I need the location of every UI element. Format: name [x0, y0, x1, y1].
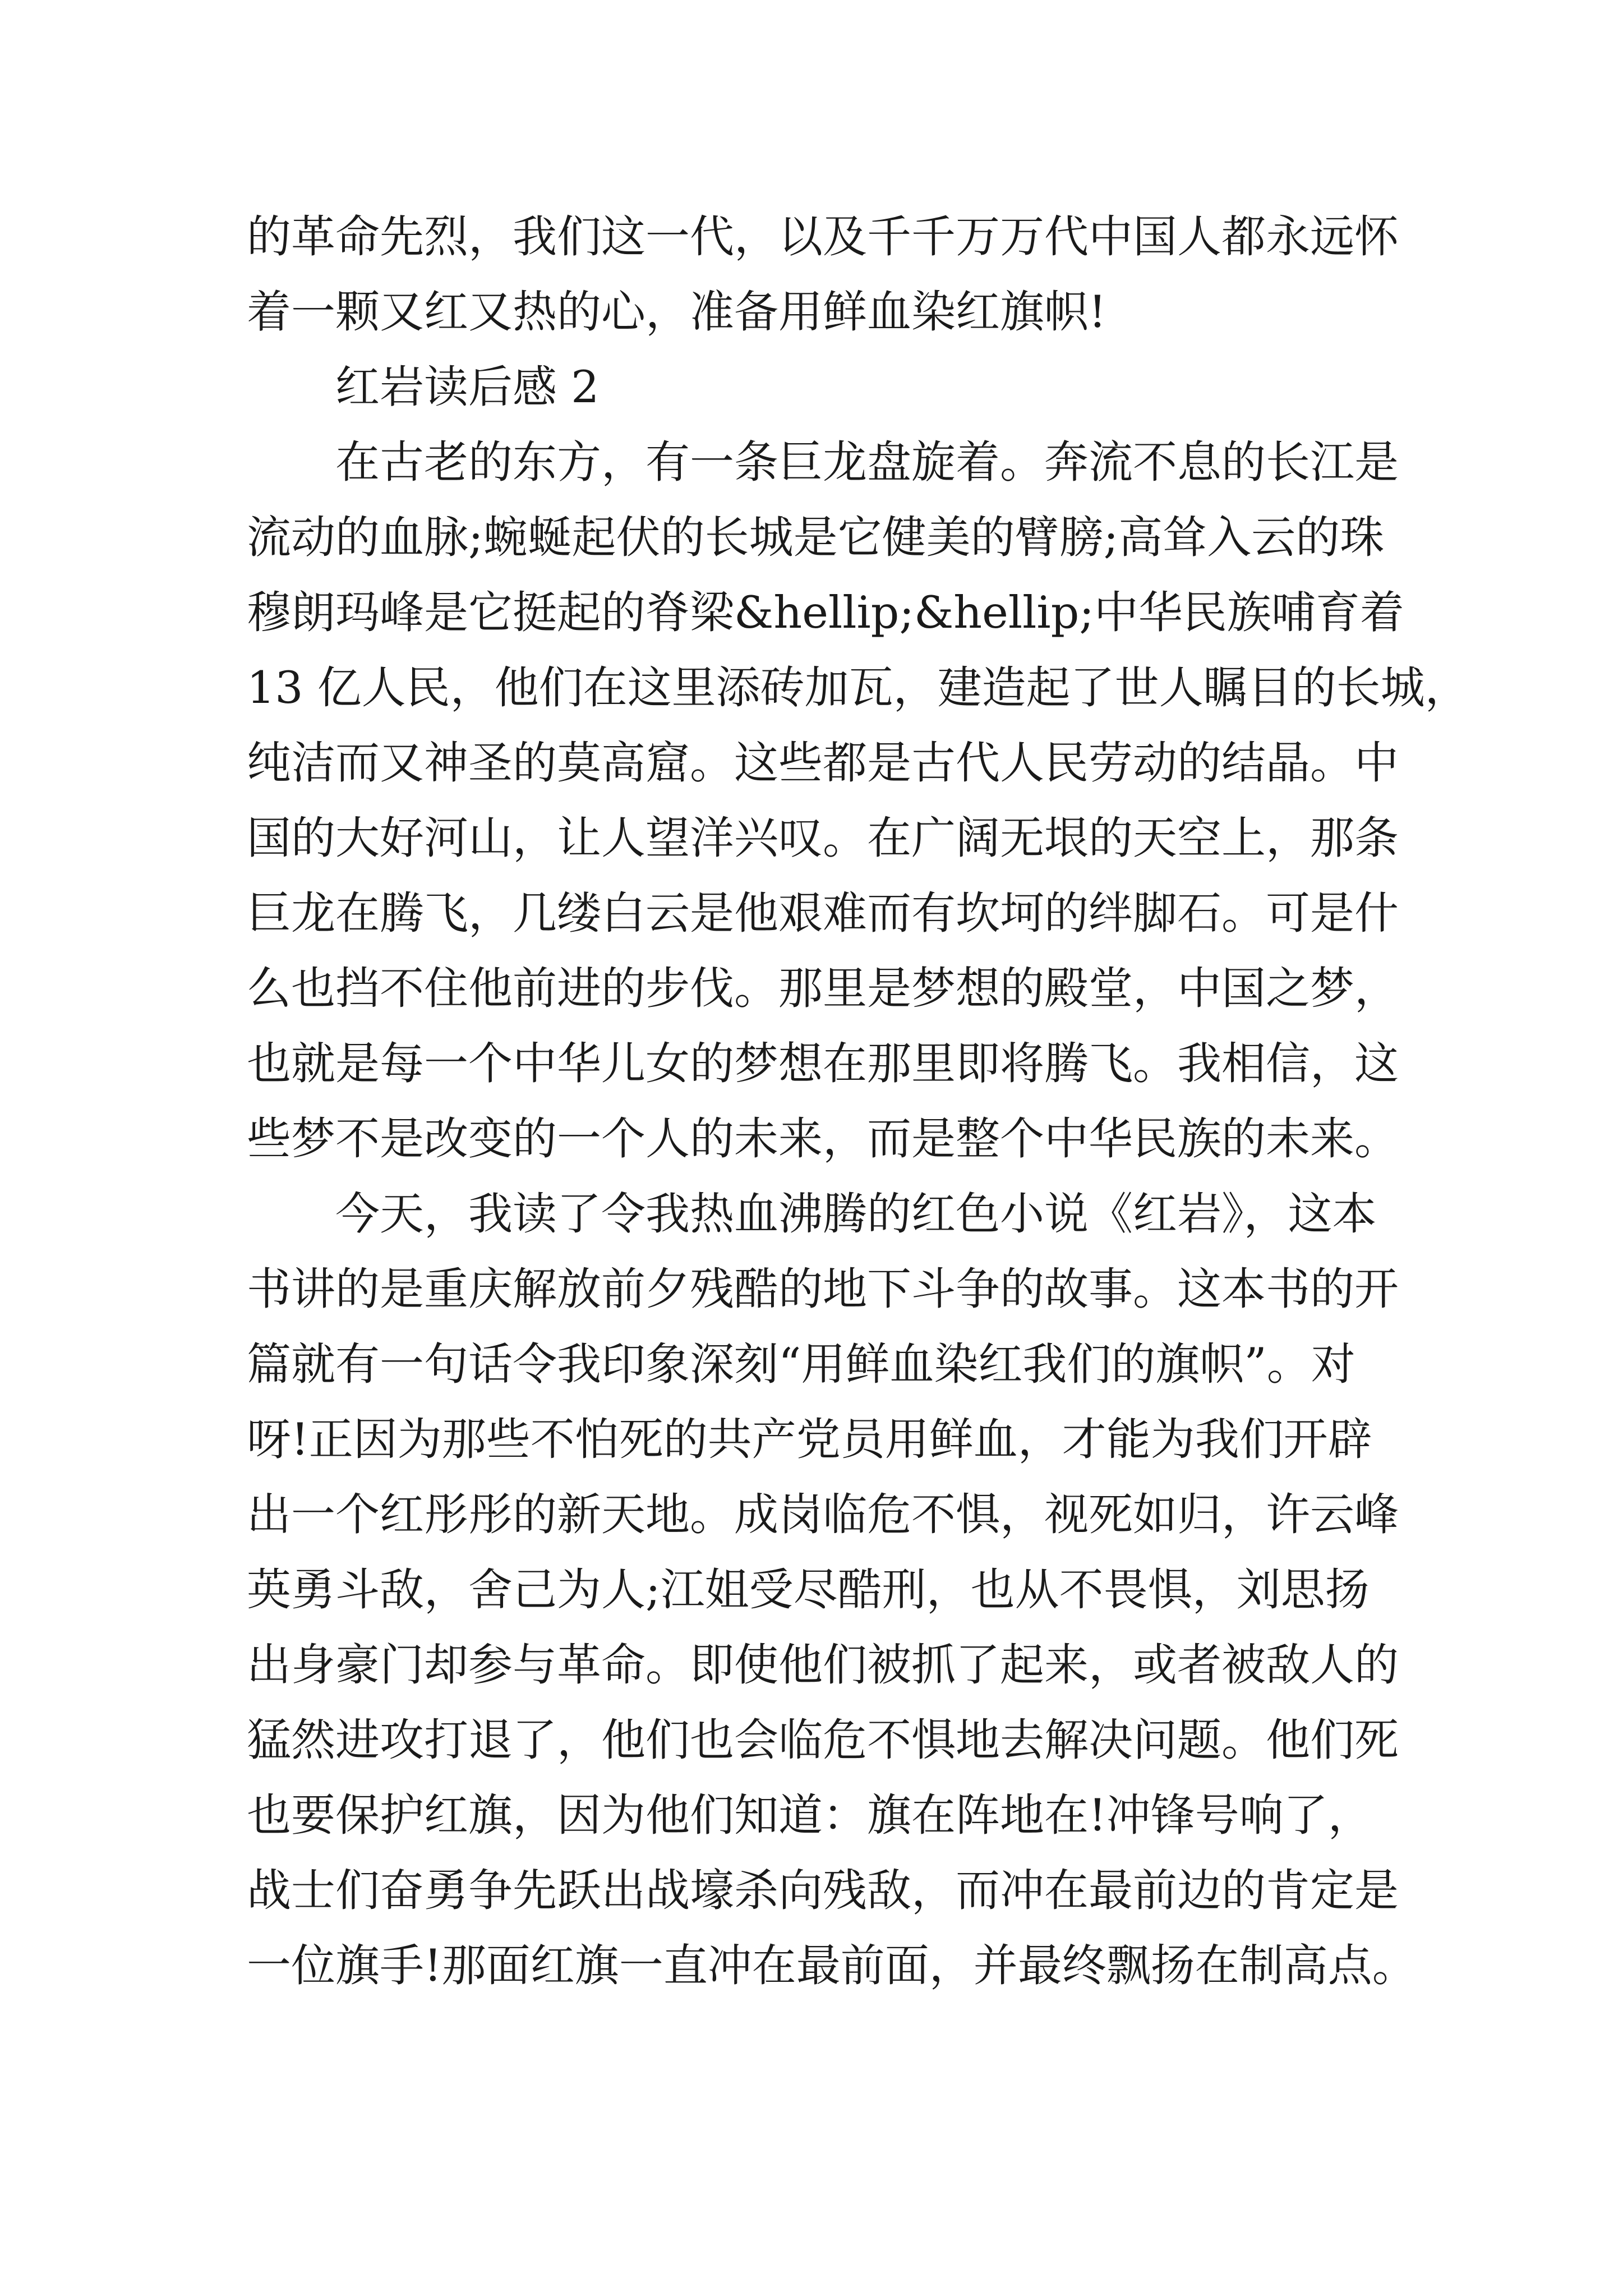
text-line: 篇就有一句话令我印象深刻“用鲜血染红我们的旗帜”。对	[247, 1338, 1355, 1390]
text-line: 纯洁而又神圣的莫高窟。这些都是古代人民劳动的结晶。中	[247, 737, 1399, 789]
text-line: 的革命先烈，我们这一代，以及千千万万代中国人都永远怀	[247, 211, 1399, 263]
text-line: 13 亿人民，他们在这里添砖加瓦，建造起了世人瞩目的长城，	[247, 662, 1469, 714]
text-line: 着一颗又红又热的心，准备用鲜血染红旗帜!	[247, 286, 1106, 338]
text-line: 一位旗手!那面红旗一直冲在最前面，并最终飘扬在制高点。	[247, 1940, 1417, 1991]
text-line: 也要保护红旗，因为他们知道：旗在阵地在!冲锋号响了，	[247, 1789, 1372, 1841]
section-heading: 红岩读后感 2	[335, 361, 600, 413]
text-line: 出一个红彤彤的新天地。成岗临危不惧，视死如归，许云峰	[247, 1489, 1399, 1540]
document-body	[247, 199, 1469, 2003]
text-line: 呀!正因为那些不怕死的共产党员用鲜血，才能为我们开辟	[247, 1414, 1372, 1465]
text-line: 么也挡不住他前进的步伐。那里是梦想的殿堂，中国之梦，	[247, 963, 1399, 1014]
text-line: 巨龙在腾飞，几缕白云是他艰难而有坎坷的绊脚石。可是什	[247, 887, 1399, 939]
text-line: 流动的血脉;蜿蜒起伏的长城是它健美的臂膀;高耸入云的珠	[247, 512, 1385, 563]
text-line: 出身豪门却参与革命。即使他们被抓了起来，或者被敌人的	[247, 1639, 1399, 1691]
paragraph-first-line: 今天，我读了令我热血沸腾的红色小说《红岩》，这本	[335, 1188, 1377, 1240]
text-line: 国的大好河山，让人望洋兴叹。在广阔无垠的天空上，那条	[247, 812, 1399, 864]
text-line: 些梦不是改变的一个人的未来，而是整个中华民族的未来。	[247, 1113, 1399, 1165]
text-line: 书讲的是重庆解放前夕残酷的地下斗争的故事。这本书的开	[247, 1263, 1399, 1315]
paragraph-first-line: 在古老的东方，有一条巨龙盘旋着。奔流不息的长江是	[335, 436, 1399, 488]
text-line: 也就是每一个中华儿女的梦想在那里即将腾飞。我相信，这	[247, 1038, 1399, 1089]
text-line: 猛然进攻打退了，他们也会临危不惧地去解决问题。他们死	[247, 1714, 1399, 1766]
text-line: 战士们奋勇争先跃出战壕杀向残敌，而冲在最前边的肯定是	[247, 1865, 1399, 1916]
text-line: 穆朗玛峰是它挺起的脊梁&hellip;&hellip;中华民族哺育着	[247, 587, 1404, 638]
text-line: 英勇斗敌，舍己为人;江姐受尽酷刑，也从不畏惧，刘思扬	[247, 1564, 1370, 1616]
